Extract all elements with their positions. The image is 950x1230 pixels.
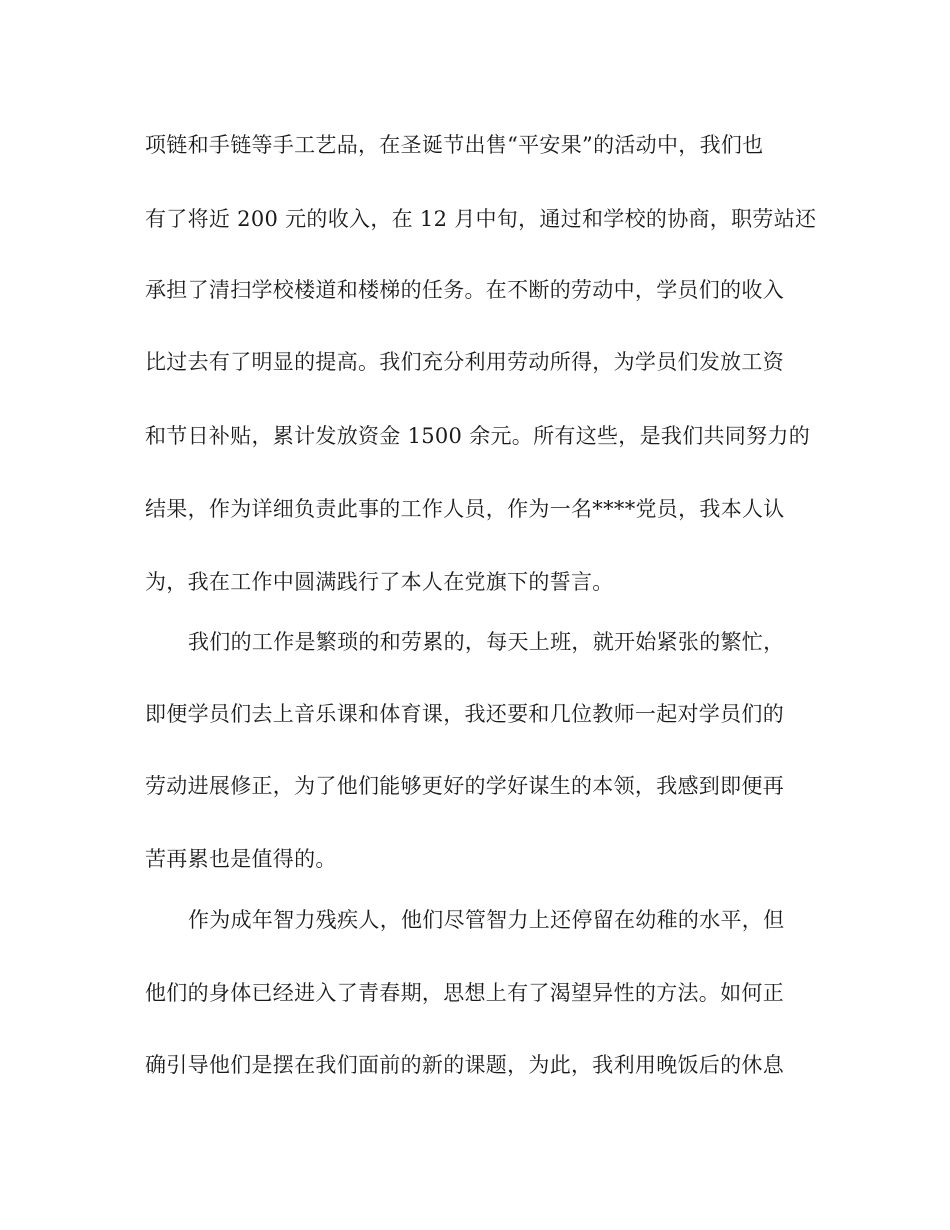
text-line: 结果，作为详细负责此事的工作人员，作为一名****党员，我本人认 [145, 497, 785, 521]
text-line: 比过去有了明显的提高。我们充分利用劳动所得，为学员们发放工资 [145, 350, 784, 374]
text-line: 确引导他们是摆在我们面前的新的课题，为此，我利用晚饭后的休息 [145, 1053, 784, 1077]
text-line: 项链和手链等手工艺品，在圣诞节出售“平安果”的活动中，我们也 [145, 133, 764, 157]
text-line: 有了将近 200 元的收入，在 12 月中旬，通过和学校的协商，职劳站还 [145, 207, 817, 231]
text-line: 承担了清扫学校楼道和楼梯的任务。在不断的劳动中，学员们的收入 [145, 278, 784, 302]
paragraph-first-line: 作为成年智力残疾人，他们尽管智力上还停留在幼稚的水平，但 [188, 908, 785, 932]
text-line: 劳动进展修正，为了他们能够更好的学好谋生的本领，我感到即便再 [145, 774, 784, 798]
text-line: 即便学员们去上音乐课和体育课，我还要和几位教师一起对学员们的 [145, 702, 784, 726]
paragraph-first-line: 我们的工作是繁琐的和劳累的，每天上班，就开始紧张的繁忙， [188, 630, 785, 654]
text-line: 苦再累也是值得的。 [145, 847, 337, 871]
text-line: 和节日补贴，累计发放资金 1500 余元。所有这些，是我们共同努力的 [145, 424, 810, 448]
text-line: 为，我在工作中圆满践行了本人在党旗下的誓言。 [145, 570, 614, 594]
text-line: 他们的身体已经进入了青春期，思想上有了渴望异性的方法。如何正 [145, 981, 784, 1005]
